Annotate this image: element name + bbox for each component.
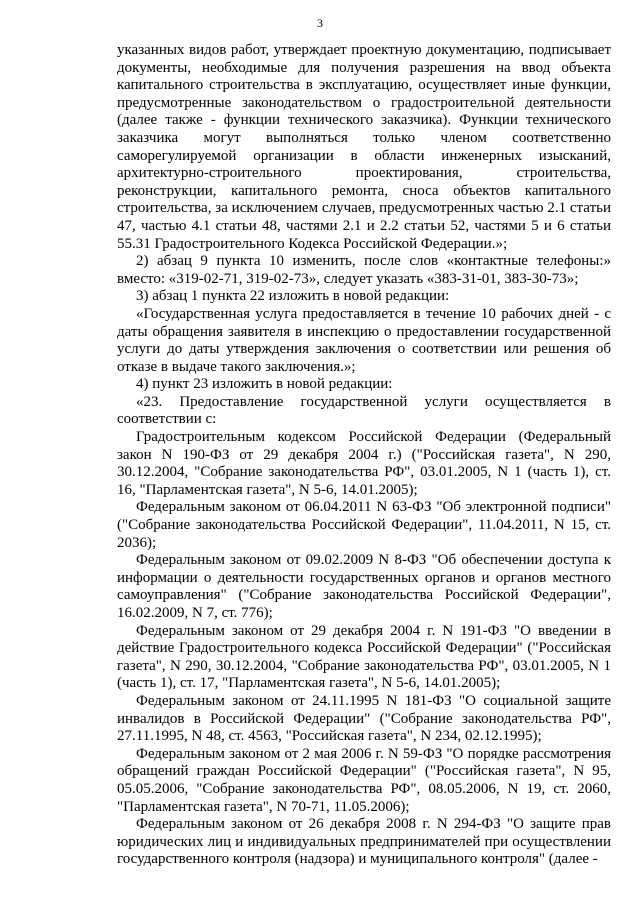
paragraph-law-code-enactment: Федеральным законом от 29 декабря 2004 г. N 191-ФЗ "О введении в действие Градостроительного кодекса Российской Федерации" ("Российская газета", N 290, 30.12.2004, "Собрание законодательства РФ", 03.01.2005, N 1 (часть 1), ст. 17, "Парламентская газета", N 5-6, 14.01.2005); xyxy=(117,622,611,692)
paragraph-clause-23: «23. Предоставление государственной услуги осуществляется в соответствии с: xyxy=(117,393,611,428)
paragraph-service-term: «Государственная услуга предоставляется в течение 10 рабочих дней - с даты обращения заявителя в инспекцию о предоставлении государственной услуги до даты утверждения заключения о соответствии или решения об отказе в выдаче такого заключения.»; xyxy=(117,305,611,375)
paragraph-law-citizen-appeals: Федеральным законом от 2 мая 2006 г. N 59-ФЗ "О порядке рассмотрения обращений граждан Российской Федерации" ("Российская газета", N 95, 05.05.2006, "Собрание законодательства РФ", 08.05.2006, N 19, ст. 2060, "Парламентская газета", N 70-71, 11.05.2006); xyxy=(117,745,611,815)
paragraph-law-disabled-protection: Федеральным законом от 24.11.1995 N 181-ФЗ "О социальной защите инвалидов в Российской Федерации" ("Собрание законодательства РФ", 27.11.1995, N 48, ст. 4563, "Российская газета", N 234, 02.12.1995); xyxy=(117,692,611,745)
document-body xyxy=(117,42,611,869)
paragraph-law-information-access: Федеральным законом от 09.02.2009 N 8-ФЗ "Об обеспечении доступа к информации о деятельности государственных органов и органов местного самоуправления" ("Собрание законодательства Российской Федерации", 16.02.2009, N 7, ст. 776); xyxy=(117,552,611,621)
page-number: 3 xyxy=(317,16,323,30)
paragraph-item-2: 2) абзац 9 пункта 10 изменить, после слов «контактные телефоны:» вместо: «319-02-71, 319-02-73», следует указать «383-31-01, 383-30-73»; xyxy=(117,253,611,287)
paragraph-item-3: 3) абзац 1 пункта 22 изложить в новой редакции: xyxy=(136,288,450,305)
paragraph-technical-customer: указанных видов работ, утверждает проектную документацию, подписывает документы, необходимые для получения разрешения на ввод объекта капитального строительства в эксплуатацию, осуществляет иные функции, предусмотренные законодательством о градостроительной деятельности (далее также - функции технического заказчика). Функции технического заказчика могут выполняться только членом соответственно саморегулируемой организации в области инженерных изысканий, архитектурно-строительного проектирования, строительства, реконструкции, капитального ремонта, сноса объектов капитального строительства, за исключением случаев, предусмотренных частью 2.1 статьи 47, частью 4.1 статьи 48, частями 2.1 и 2.2 статьи 52, частями 5 и 6 статьи 55.31 Градостроительного Кодекса Российской Федерации.»; xyxy=(117,42,611,252)
paragraph-law-business-protection: Федеральным законом от 26 декабря 2008 г. N 294-ФЗ "О защите прав юридических лиц и индивидуальных предпринимателей при осуществлении государственного контроля (надзора) и муниципального контроля" (далее - xyxy=(117,816,611,868)
paragraph-item-4: 4) пункт 23 изложить в новой редакции: xyxy=(136,376,393,393)
paragraph-law-electronic-signature: Федеральным законом от 06.04.2011 N 63-ФЗ "Об электронной подписи" ("Собрание законодательства Российской Федерации", 11.04.2011, N 15, ст. 2036); xyxy=(117,499,611,551)
paragraph-law-urban-planning-code: Градостроительным кодексом Российской Федерации (Федеральный закон N 190-ФЗ от 29 декабря 2004 г.) ("Российская газета", N 290, 30.12.2004, "Собрание законодательства РФ", 03.01.2005, N 1 (часть 1), ст. 16, "Парламентская газета", N 5-6, 14.01.2005); xyxy=(117,429,611,498)
